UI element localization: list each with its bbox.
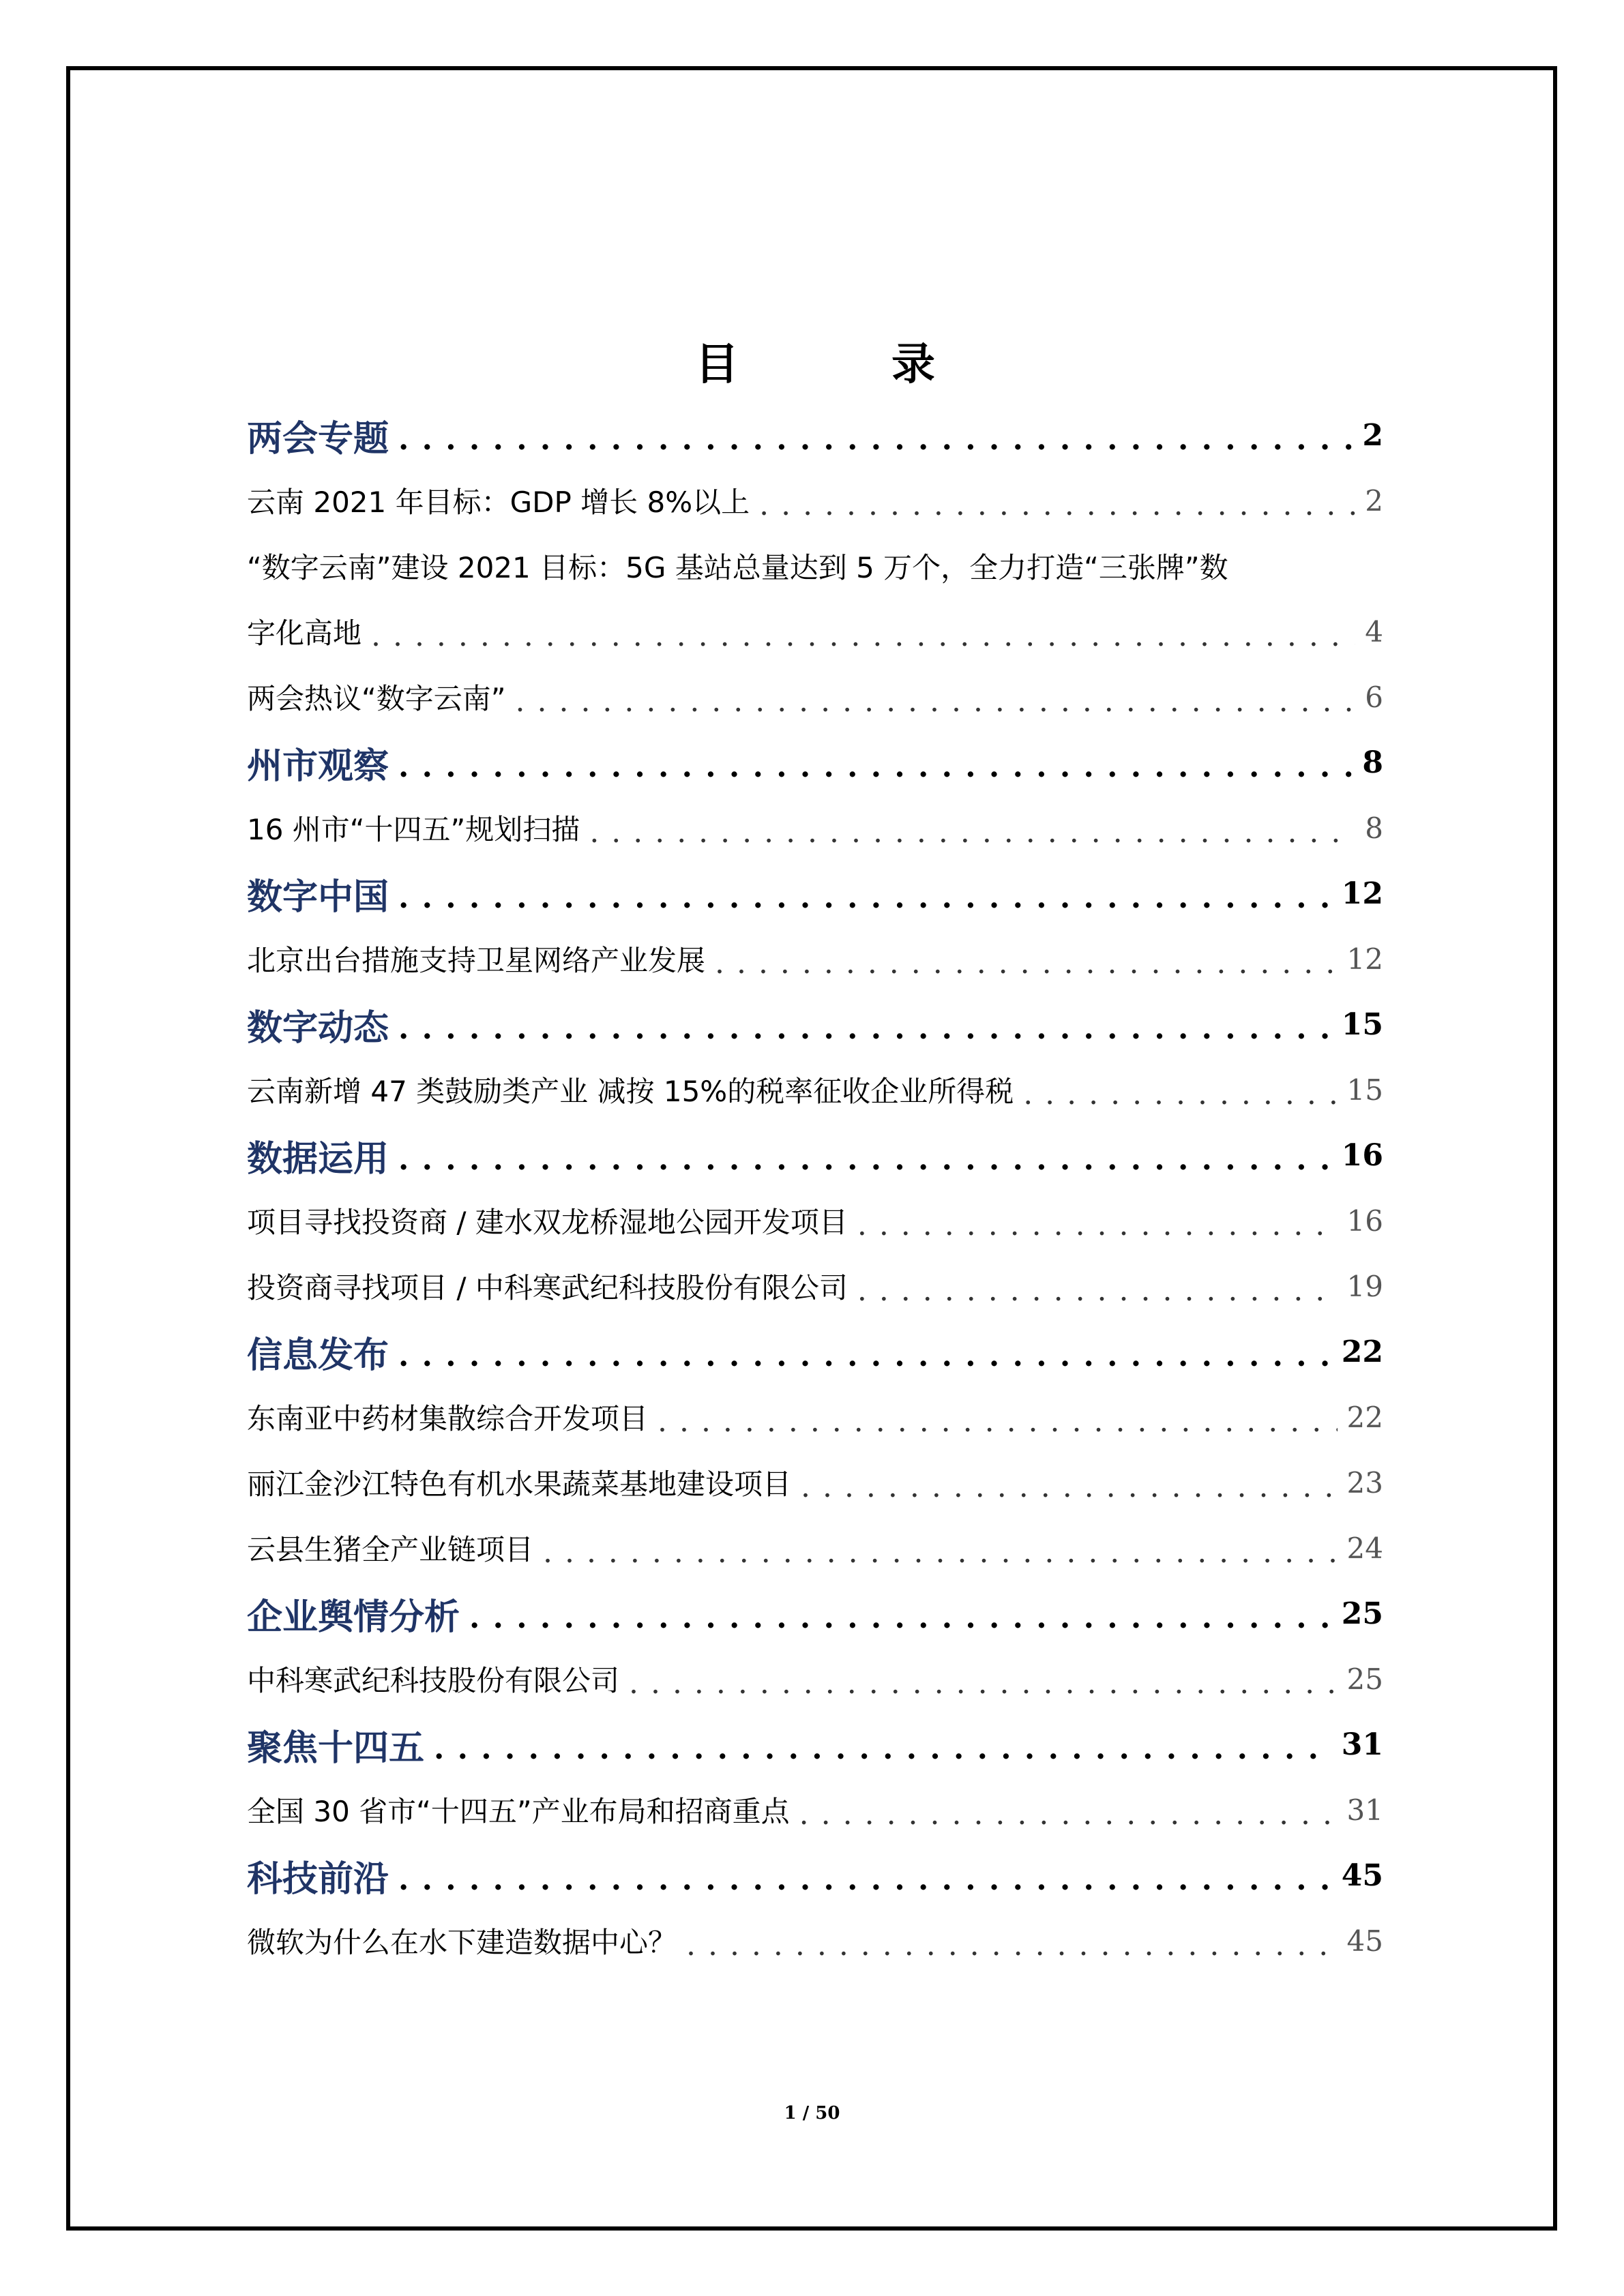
toc-entry-label: 数字动态	[247, 1007, 389, 1049]
toc-page-number: 8	[1362, 745, 1383, 780]
toc-leader-dots	[799, 1797, 1338, 1832]
toc-leader-dots	[658, 1404, 1338, 1439]
toc-page-number: 22	[1341, 1334, 1383, 1369]
toc-entry-label: 聚焦十四五	[247, 1727, 425, 1769]
toc-leader-dots	[516, 684, 1356, 719]
toc-section-heading[interactable]	[247, 992, 1383, 1057]
toc-entry-label: 丽江金沙江特色有机水果蔬菜基地建设项目	[247, 1467, 792, 1501]
toc-section-heading[interactable]	[247, 1712, 1383, 1777]
toc-page-number: 24	[1346, 1531, 1383, 1565]
toc-page-number: 31	[1346, 1793, 1383, 1827]
toc-page-number: 15	[1346, 1073, 1383, 1107]
table-of-contents	[247, 327, 1383, 1973]
toc-section-heading[interactable]	[247, 730, 1383, 795]
toc-page-number: 45	[1341, 1858, 1383, 1893]
toc-entry-label: 16 州市“十四五”规划扫描	[247, 813, 580, 846]
toc-entry-label: 云南 2021 年目标：GDP 增长 8%以上	[247, 486, 750, 519]
toc-page-number: 23	[1346, 1465, 1383, 1500]
toc-entry-label-continuation: 字化高地	[247, 616, 362, 650]
toc-page-number: 2	[1365, 483, 1383, 518]
toc-entry-label: “数字云南”建设 2021 目标：5G 基站总量达到 5 万个，全力打造“三张牌”数	[247, 551, 1228, 584]
toc-leader-dots	[857, 1208, 1338, 1242]
toc-entry-label: 云县生猪全产业链项目	[247, 1533, 534, 1566]
toc-entry-label: 两会热议“数字云南”	[247, 682, 506, 715]
toc-entry[interactable]	[247, 664, 1383, 730]
toc-leader-dots	[469, 1600, 1332, 1635]
toc-entry-label: 项目寻找投资商 / 建水双龙桥湿地公园开发项目	[247, 1206, 848, 1239]
toc-entry[interactable]	[247, 1450, 1383, 1515]
toc-leader-dots	[629, 1666, 1338, 1701]
toc-entry[interactable]	[247, 1646, 1383, 1712]
toc-page-number: 15	[1341, 1007, 1383, 1042]
toc-leader-dots	[398, 1339, 1332, 1373]
toc-leader-dots	[857, 1273, 1338, 1308]
toc-entry-label: 州市观察	[247, 745, 389, 787]
toc-entry-label: 科技前沿	[247, 1858, 389, 1900]
toc-entry-label: 投资商寻找项目 / 中科寒武纪科技股份有限公司	[247, 1271, 848, 1304]
toc-leader-dots	[398, 1142, 1332, 1177]
toc-entry-label: 全国 30 省市“十四五”产业布局和招商重点	[247, 1795, 790, 1828]
toc-section-heading[interactable]	[247, 402, 1383, 468]
toc-entry[interactable]	[247, 1188, 1383, 1253]
toc-page-number: 12	[1341, 876, 1383, 911]
toc-entry-label: 云南新增 47 类鼓励类产业 减按 15%的税率征收企业所得税	[247, 1075, 1014, 1108]
toc-page-number: 31	[1341, 1727, 1383, 1762]
toc-entry-label: 数据运用	[247, 1138, 389, 1180]
toc-leader-dots	[398, 1862, 1332, 1897]
toc-leader-dots	[371, 618, 1355, 653]
toc-page-number: 4	[1365, 614, 1383, 648]
toc-page-number: 25	[1341, 1596, 1383, 1631]
toc-leader-dots	[543, 1535, 1338, 1570]
toc-entry-label: 信息发布	[247, 1335, 389, 1376]
toc-page-number: 19	[1346, 1269, 1383, 1303]
toc-entries	[247, 402, 1383, 1973]
toc-leader-dots	[589, 815, 1355, 850]
toc-leader-dots	[759, 488, 1355, 522]
toc-entry-line[interactable]	[247, 533, 1383, 599]
toc-entry-label: 数字中国	[247, 876, 389, 918]
toc-entry[interactable]	[247, 1515, 1383, 1581]
toc-section-heading[interactable]	[247, 1122, 1383, 1188]
toc-leader-dots	[398, 749, 1353, 784]
toc-leader-dots	[801, 1470, 1338, 1504]
toc-entry[interactable]	[247, 1384, 1383, 1450]
toc-entry-label: 东南亚中药材集散综合开发项目	[247, 1402, 649, 1435]
toc-entry[interactable]	[247, 1253, 1383, 1319]
toc-leader-dots	[398, 1011, 1332, 1046]
toc-page-number: 16	[1346, 1204, 1383, 1238]
toc-entry-label: 中科寒武纪科技股份有限公司	[247, 1664, 620, 1697]
toc-section-heading[interactable]	[247, 1843, 1383, 1908]
toc-page-number: 22	[1346, 1400, 1383, 1434]
toc-entry-label: 企业舆情分析	[247, 1596, 460, 1638]
toc-leader-dots	[398, 422, 1353, 457]
toc-leader-dots	[686, 1928, 1338, 1963]
toc-page-number: 25	[1346, 1662, 1383, 1696]
toc-leader-dots	[398, 880, 1332, 915]
toc-page-number: 2	[1362, 417, 1383, 453]
toc-leader-dots	[434, 1731, 1332, 1766]
toc-section-heading[interactable]	[247, 861, 1383, 926]
toc-page-number: 8	[1365, 811, 1383, 845]
toc-page-number: 12	[1346, 942, 1383, 976]
toc-section-heading[interactable]	[247, 1581, 1383, 1646]
toc-page-number: 45	[1346, 1924, 1383, 1958]
toc-entry[interactable]	[247, 1908, 1383, 1973]
toc-section-heading[interactable]	[247, 1319, 1383, 1384]
toc-entry-label: 两会专题	[247, 418, 389, 460]
toc-leader-dots	[715, 946, 1338, 981]
toc-entry-label: 北京出台措施支持卫星网络产业发展	[247, 944, 706, 977]
toc-entry[interactable]	[247, 1777, 1383, 1843]
page-indicator: 1 / 50	[784, 2103, 840, 2123]
toc-page-number: 16	[1341, 1137, 1383, 1173]
toc-entry[interactable]	[247, 926, 1383, 992]
toc-entry[interactable]	[247, 795, 1383, 861]
toc-leader-dots	[1023, 1077, 1337, 1112]
toc-entry[interactable]	[247, 468, 1383, 533]
toc-entry[interactable]	[247, 1057, 1383, 1122]
toc-page-number: 6	[1365, 680, 1383, 714]
toc-entry-label: 微软为什么在水下建造数据中心？	[247, 1926, 677, 1959]
toc-title: 目 录	[695, 340, 990, 390]
toc-entry[interactable]	[247, 599, 1383, 664]
